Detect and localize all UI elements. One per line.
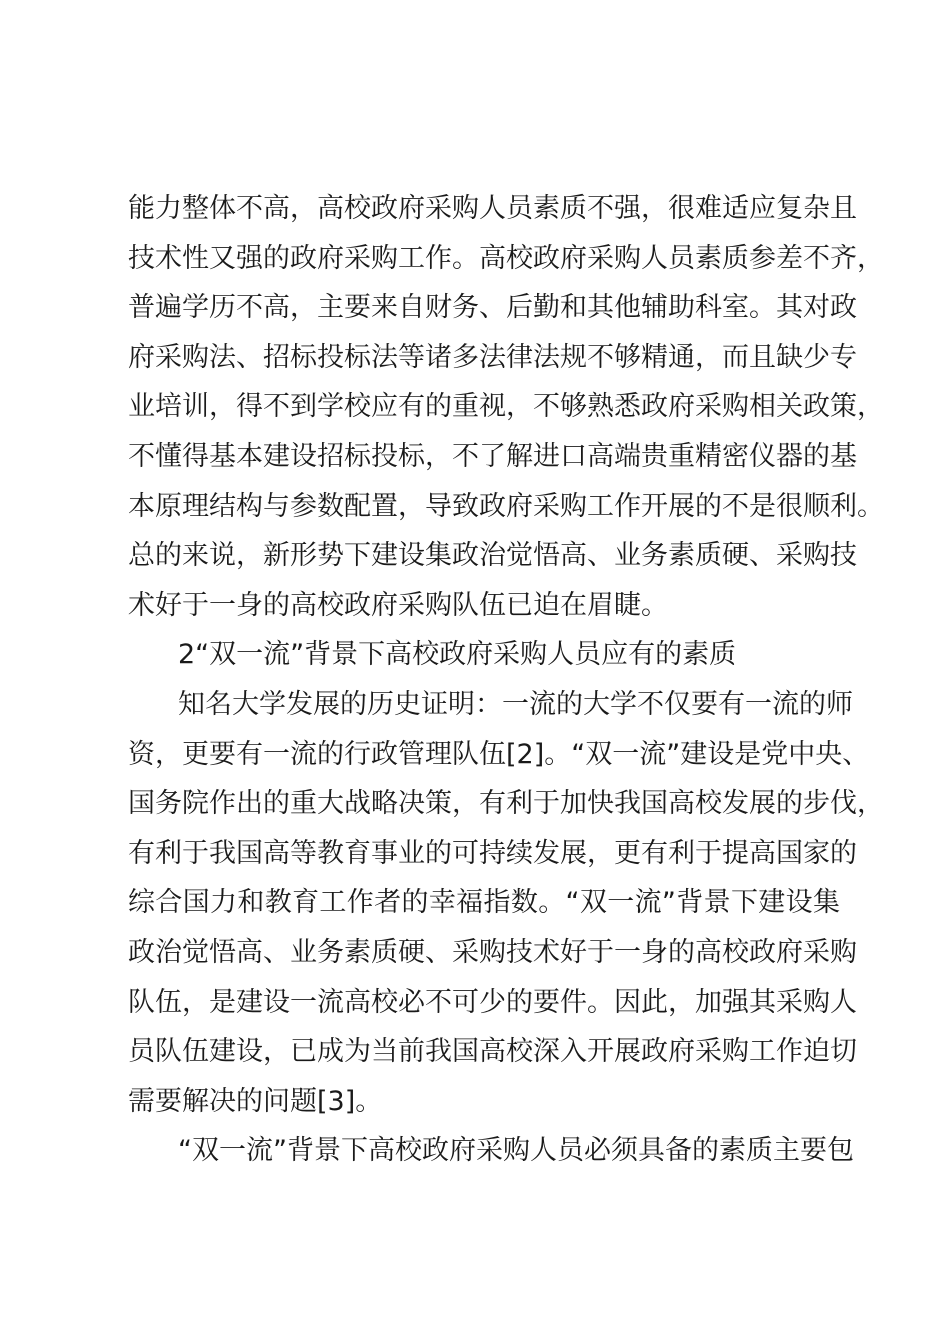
- text-line: “双一流”背景下高校政府采购人员必须具备的素质主要包: [178, 1135, 854, 1167]
- text-line: 技术性又强的政府采购工作。高校政府采购人员素质参差不齐，: [128, 242, 884, 274]
- text-line: 需要解决的问题[3]。: [128, 1085, 383, 1117]
- text-line: 术好于一身的高校政府采购队伍已迫在眉睫。: [128, 589, 668, 621]
- text-line: 不懂得基本建设招标投标，不了解进口高端贵重精密仪器的基: [128, 440, 857, 472]
- text-line: 有利于我国高等教育事业的可持续发展，更有利于提高国家的: [128, 837, 857, 869]
- section-heading: 2“双一流”背景下高校政府采购人员应有的素质: [178, 639, 737, 671]
- text-line: 政治觉悟高、业务素质硬、采购技术好于一身的高校政府采购: [128, 936, 857, 968]
- text-line: 员队伍建设，已成为当前我国高校深入开展政府采购工作迫切: [128, 1036, 857, 1068]
- text-line: 知名大学发展的历史证明：一流的大学不仅要有一流的师: [178, 688, 853, 720]
- text-line: 队伍，是建设一流高校必不可少的要件。因此，加强其采购人: [128, 986, 857, 1018]
- text-line: 府采购法、招标投标法等诸多法律法规不够精通，而且缺少专: [128, 341, 857, 373]
- text-line: 能力整体不高，高校政府采购人员素质不强，很难适应复杂且: [128, 193, 857, 224]
- text-line: 业培训，得不到学校应有的重视，不够熟悉政府采购相关政策，: [128, 391, 884, 423]
- body-text: [128, 184, 884, 1176]
- text-line: 普遍学历不高，主要来自财务、后勤和其他辅助科室。其对政: [128, 292, 857, 324]
- text-line: 综合国力和教育工作者的幸福指数。“双一流”背景下建设集: [128, 887, 840, 919]
- text-line: 资，更要有一流的行政管理队伍[2]。“双一流”建设是党中央、: [128, 738, 870, 770]
- text-line: 本原理结构与参数配置，导致政府采购工作开展的不是很顺利。: [128, 490, 884, 522]
- text-line: 国务院作出的重大战略决策，有利于加快我国高校发展的步伐，: [128, 788, 884, 820]
- text-line: 总的来说，新形势下建设集政治觉悟高、业务素质硬、采购技: [128, 540, 857, 572]
